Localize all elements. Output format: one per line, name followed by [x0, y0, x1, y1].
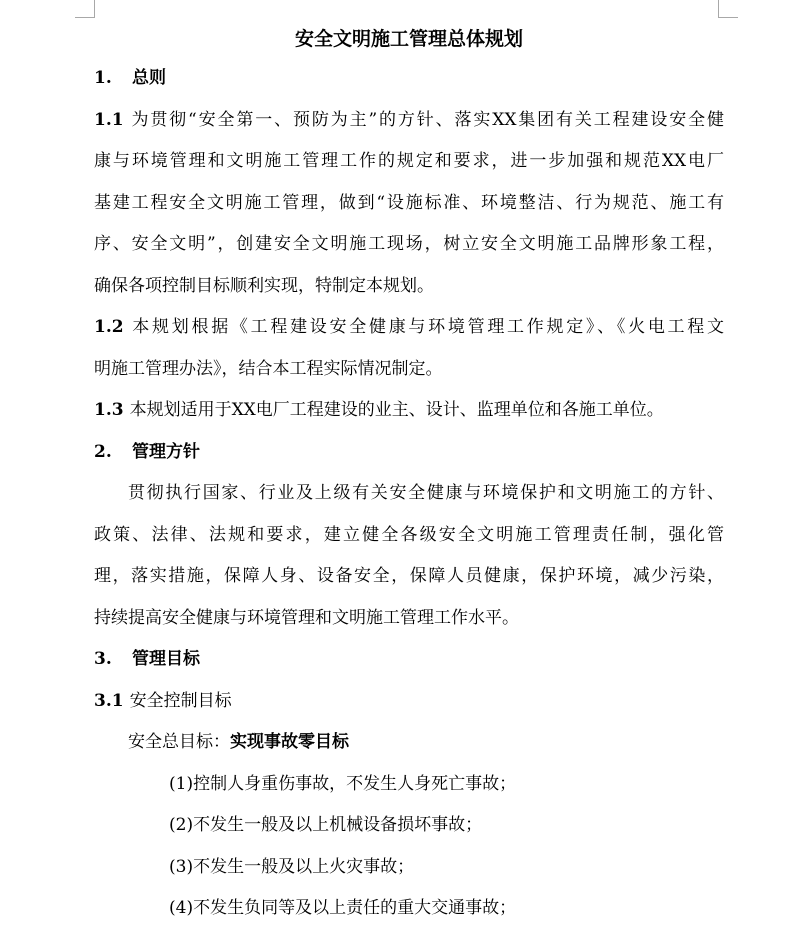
- paragraph-text: 安全控制目标: [129, 690, 232, 711]
- paragraph-text: 本规划根据《工程建设安全健康与环境管理工作规定》、《火电工程文: [129, 317, 724, 337]
- paragraph-text: 本规划适用于XX电厂工程建设的业主、设计、监理单位和各施工单位。: [129, 400, 664, 420]
- margin-mark-top-left-v: [94, 0, 95, 17]
- section-title: 管理方针: [132, 441, 200, 462]
- section-1-heading: [94, 58, 724, 100]
- paragraph-1-3: [94, 390, 724, 432]
- section-3-heading: [94, 639, 724, 681]
- section-title: 管理目标: [132, 649, 200, 669]
- paragraph-3-1: [94, 681, 724, 723]
- list-item: (4)不发生负同等及以上责任的重大交通事故；: [169, 898, 517, 918]
- clause-number: 3.1: [94, 690, 124, 711]
- paragraph-2-line-3: 理，落实措施，保障人身、设备安全，保障人员健康，保护环境，减少污染，: [94, 566, 724, 586]
- paragraph-1-2-line-1: [94, 307, 724, 349]
- goal-value: 实现事故零目标: [230, 732, 349, 752]
- section-number: 2.: [94, 441, 112, 462]
- paragraph-2-line-1: 贯彻执行国家、行业及上级有关安全健康与环境保护和文明施工的方针、: [128, 483, 724, 503]
- list-item: (1)控制人身重伤事故，不发生人身死亡事故；: [169, 773, 517, 794]
- list-item: (3)不发生一般及以上火灾事故；: [169, 856, 415, 877]
- paragraph-1-1-line-2: 康与环境管理和文明施工管理工作的规定和要求，进一步加强和规范XX电厂: [94, 151, 724, 171]
- section-2-heading: [94, 432, 724, 474]
- margin-mark-top-left-h: [75, 17, 95, 18]
- paragraph-1-1-line-3: 基建工程安全文明施工管理，做到“设施标准、环境整洁、行为规范、施工有: [94, 192, 724, 213]
- section-number: 3.: [94, 649, 112, 669]
- clause-number: 1.3: [94, 400, 124, 420]
- paragraph-text: 为贯彻“安全第一、预防为主”的方针、落实XX集团有关工程建设安全健: [129, 109, 724, 130]
- safety-goal: [94, 722, 724, 764]
- section-number: 1.: [94, 68, 112, 88]
- margin-mark-top-right-h: [718, 17, 738, 18]
- page-title: 安全文明施工管理总体规划: [294, 28, 523, 50]
- paragraph-2-line-4: 持续提高安全健康与环境管理和文明施工管理工作水平。: [94, 607, 519, 628]
- clause-number: 1.2: [94, 317, 124, 337]
- paragraph-1-1-line-5: 确保各项控制目标顺利实现，特制定本规划。: [94, 275, 434, 296]
- margin-mark-top-right-v: [718, 0, 719, 17]
- list-item: (2)不发生一般及以上机械设备损坏事故；: [169, 815, 483, 835]
- section-title: 总则: [132, 68, 166, 88]
- paragraph-1-2-line-2: 明施工管理办法》，结合本工程实际情况制定。: [94, 358, 443, 379]
- document-page: [94, 20, 724, 930]
- paragraph-2-line-2: 政策、法律、法规和要求，建立健全各级安全文明施工管理责任制，强化管: [94, 524, 724, 545]
- goal-label: 安全总目标：: [128, 732, 230, 752]
- paragraph-1-1-line-1: [94, 100, 724, 142]
- paragraph-1-1-line-4: 序、安全文明”，创建安全文明施工现场，树立安全文明施工品牌形象工程，: [94, 234, 724, 254]
- clause-number: 1.1: [94, 109, 124, 130]
